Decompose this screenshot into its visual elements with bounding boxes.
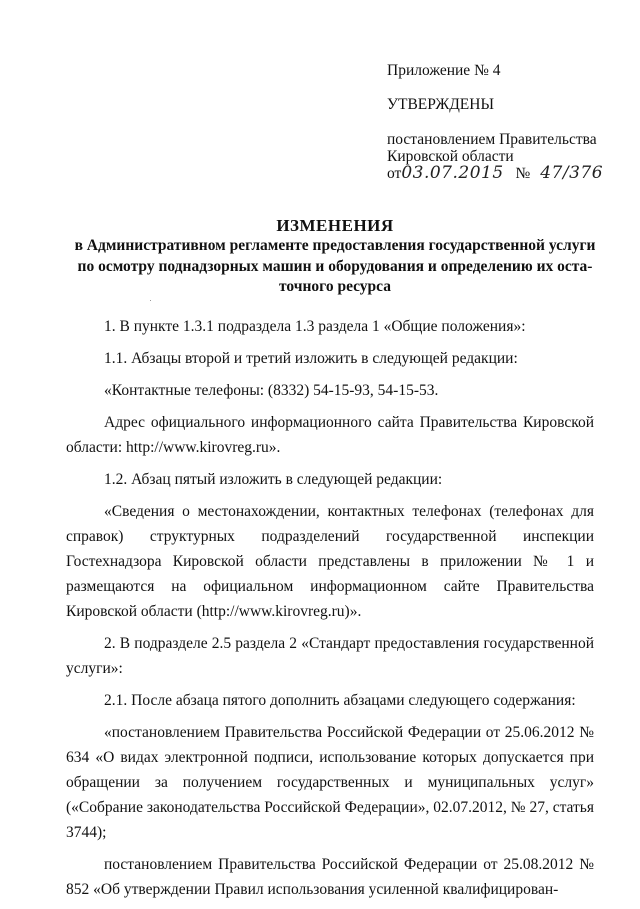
paragraph: 1. В пункте 1.3.1 подраздела 1.3 раздела 1 «Общие положения»: bbox=[104, 318, 526, 335]
approved-label: УТВЕРЖДЕНЫ bbox=[387, 96, 494, 113]
title-sub-line-3: точного ресурса bbox=[278, 278, 391, 295]
handwritten-date: 03.07.2015 bbox=[401, 163, 504, 183]
handwritten-number: 47/376 bbox=[540, 163, 604, 183]
paragraph: «Сведения о местонахождении, контактных телефонах (телефонах для справок) структурных подразделений государственной инспекции Гостехнадзора Кировской области представлены в приложении № 1 и размещаются на официальном информационном сайте Правительства Кировской области (http://www.kirovreg.ru)». bbox=[66, 503, 594, 620]
paragraph: 2. В подразделе 2.5 раздела 2 «Стандарт предоставления государственной услуги»: bbox=[66, 635, 594, 677]
decree-line-2: Кировской области bbox=[387, 148, 514, 165]
scan-speck bbox=[150, 300, 151, 301]
paragraph: «постановлением Правительства Российской Федерации от 25.06.2012 № 634 «О видах электронной подписи, использование которых допускается при обращении за получением государственных и муниципальных услуг» («Собрание законодательства Российской Федерации», 02.07.2012, № 27, статья 3744); bbox=[66, 724, 594, 841]
decree-line-1: постановлением Правительства bbox=[387, 131, 597, 148]
document-body bbox=[66, 314, 594, 909]
title-sub-line-2: по осмотру поднадзорных машин и оборудования и определению их оста- bbox=[77, 257, 593, 275]
decree-date-line bbox=[387, 164, 603, 183]
paragraph: Адрес официального информационного сайта Правительства Кировской области: http://www.kirovreg.ru». bbox=[66, 414, 594, 456]
paragraph: «Контактные телефоны: (8332) 54-15-93, 54-15-53. bbox=[104, 382, 439, 399]
decree-number-sign: № bbox=[515, 165, 531, 182]
decree-from: от bbox=[387, 165, 402, 182]
title-sub-line-1: в Административном регламенте предоставления государственной услуги bbox=[74, 237, 596, 254]
paragraph: постановлением Правительства Российской Федерации от 25.08.2012 № 852 «Об утверждении Правил использования усиленной квалифицирован- bbox=[66, 856, 594, 898]
paragraph: 1.2. Абзац пятый изложить в следующей редакции: bbox=[104, 471, 443, 488]
paragraph: 2.1. После абзаца пятого дополнить абзацами следующего содержания: bbox=[104, 692, 576, 709]
appendix-label: Приложение № 4 bbox=[387, 62, 501, 79]
title-main: ИЗМЕНЕНИЯ bbox=[276, 216, 394, 235]
paragraph: 1.1. Абзацы второй и третий изложить в следующей редакции: bbox=[104, 350, 518, 367]
document-title bbox=[70, 216, 600, 298]
